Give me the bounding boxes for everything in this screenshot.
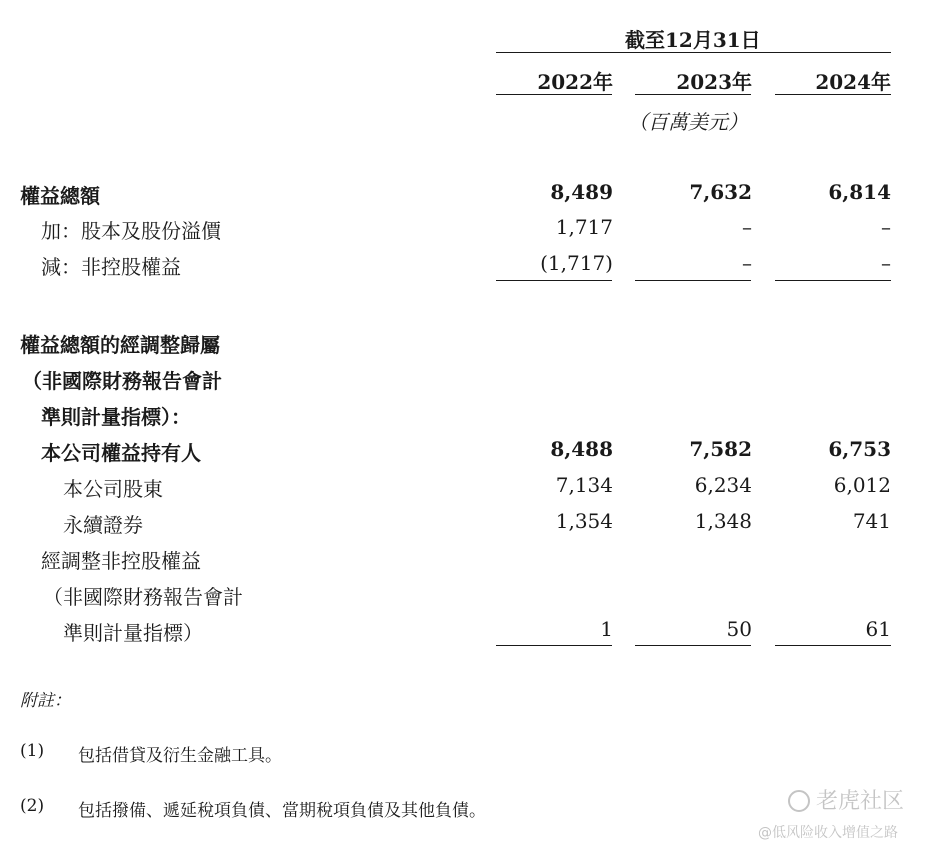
watermark-logo-icon — [788, 790, 810, 812]
period-header: 截至12月31日 — [625, 28, 761, 52]
value-shareholders-2024: 6,012 — [833, 473, 891, 497]
value-perpetual-securities-2024: 741 — [852, 509, 891, 533]
year-rule-2023 — [635, 94, 751, 95]
row-label-adjusted-nci-line-2: （非國際財務報告會計 — [43, 585, 243, 609]
row-label-add-share-capital: 加：股本及股份溢價 — [41, 219, 221, 243]
row-label-adjusted-nci-line-1: 經調整非控股權益 — [41, 549, 201, 573]
value-equity-holders-2022: 8,488 — [550, 437, 613, 461]
value-shareholders-2023: 6,234 — [694, 473, 752, 497]
note-2-number: (2) — [20, 796, 45, 816]
value-total-equity-2023: 7,632 — [689, 180, 752, 204]
total-rule-2024 — [775, 645, 891, 646]
year-rule-2022 — [496, 94, 612, 95]
value-adjusted-nci-2022: 1 — [600, 617, 613, 641]
value-less-nci-2022: (1,717) — [540, 251, 613, 275]
section-heading-line-2: （非國際財務報告會計 — [22, 369, 222, 393]
row-label-shareholders: 本公司股東 — [63, 477, 163, 501]
value-total-equity-2024: 6,814 — [828, 180, 891, 204]
note-1-number: (1) — [20, 741, 45, 761]
row-label-adjusted-nci-line-3: 準則計量指標） — [63, 621, 203, 645]
value-equity-holders-2023: 7,582 — [689, 437, 752, 461]
subtotal-rule-2022 — [496, 280, 612, 281]
total-rule-2023 — [635, 645, 751, 646]
header-rule — [496, 52, 891, 53]
subtotal-rule-2024 — [775, 280, 891, 281]
value-add-share-capital-2022: 1,717 — [555, 215, 613, 239]
year-rule-2024 — [775, 94, 891, 95]
row-label-equity-holders: 本公司權益持有人 — [41, 441, 201, 465]
note-2-text: 包括撥備、遞延稅項負債、當期稅項負債及其他負債。 — [78, 801, 486, 821]
value-add-share-capital-2023: – — [742, 215, 752, 239]
section-heading-line-3: 準則計量指標）： — [41, 405, 191, 429]
section-heading-line-1: 權益總額的經調整歸屬 — [20, 333, 220, 357]
watermark-logo-text: 老虎社区 — [816, 789, 905, 814]
value-shareholders-2022: 7,134 — [555, 473, 613, 497]
row-label-less-nci: 減：非控股權益 — [41, 255, 181, 279]
notes-title: 附註： — [20, 691, 71, 711]
watermark-logo — [788, 784, 904, 815]
value-less-nci-2024: – — [881, 251, 891, 275]
year-2022: 2022年 — [537, 70, 613, 94]
year-2023: 2023年 — [676, 70, 752, 94]
value-adjusted-nci-2023: 50 — [726, 617, 752, 641]
row-label-perpetual-securities: 永續證券 — [63, 513, 143, 537]
year-2024: 2024年 — [815, 70, 891, 94]
total-rule-2022 — [496, 645, 612, 646]
watermark-handle: @低风险收入增值之路 — [758, 825, 898, 841]
row-label-total-equity: 權益總額 — [20, 184, 100, 208]
value-equity-holders-2024: 6,753 — [828, 437, 891, 461]
note-1-text: 包括借貸及衍生金融工具。 — [78, 746, 282, 766]
value-perpetual-securities-2022: 1,354 — [555, 509, 613, 533]
value-less-nci-2023: – — [742, 251, 752, 275]
value-perpetual-securities-2023: 1,348 — [694, 509, 752, 533]
value-total-equity-2022: 8,489 — [550, 180, 613, 204]
unit-label: （百萬美元） — [628, 110, 748, 134]
value-add-share-capital-2024: – — [881, 215, 891, 239]
value-adjusted-nci-2024: 61 — [865, 617, 891, 641]
subtotal-rule-2023 — [635, 280, 751, 281]
